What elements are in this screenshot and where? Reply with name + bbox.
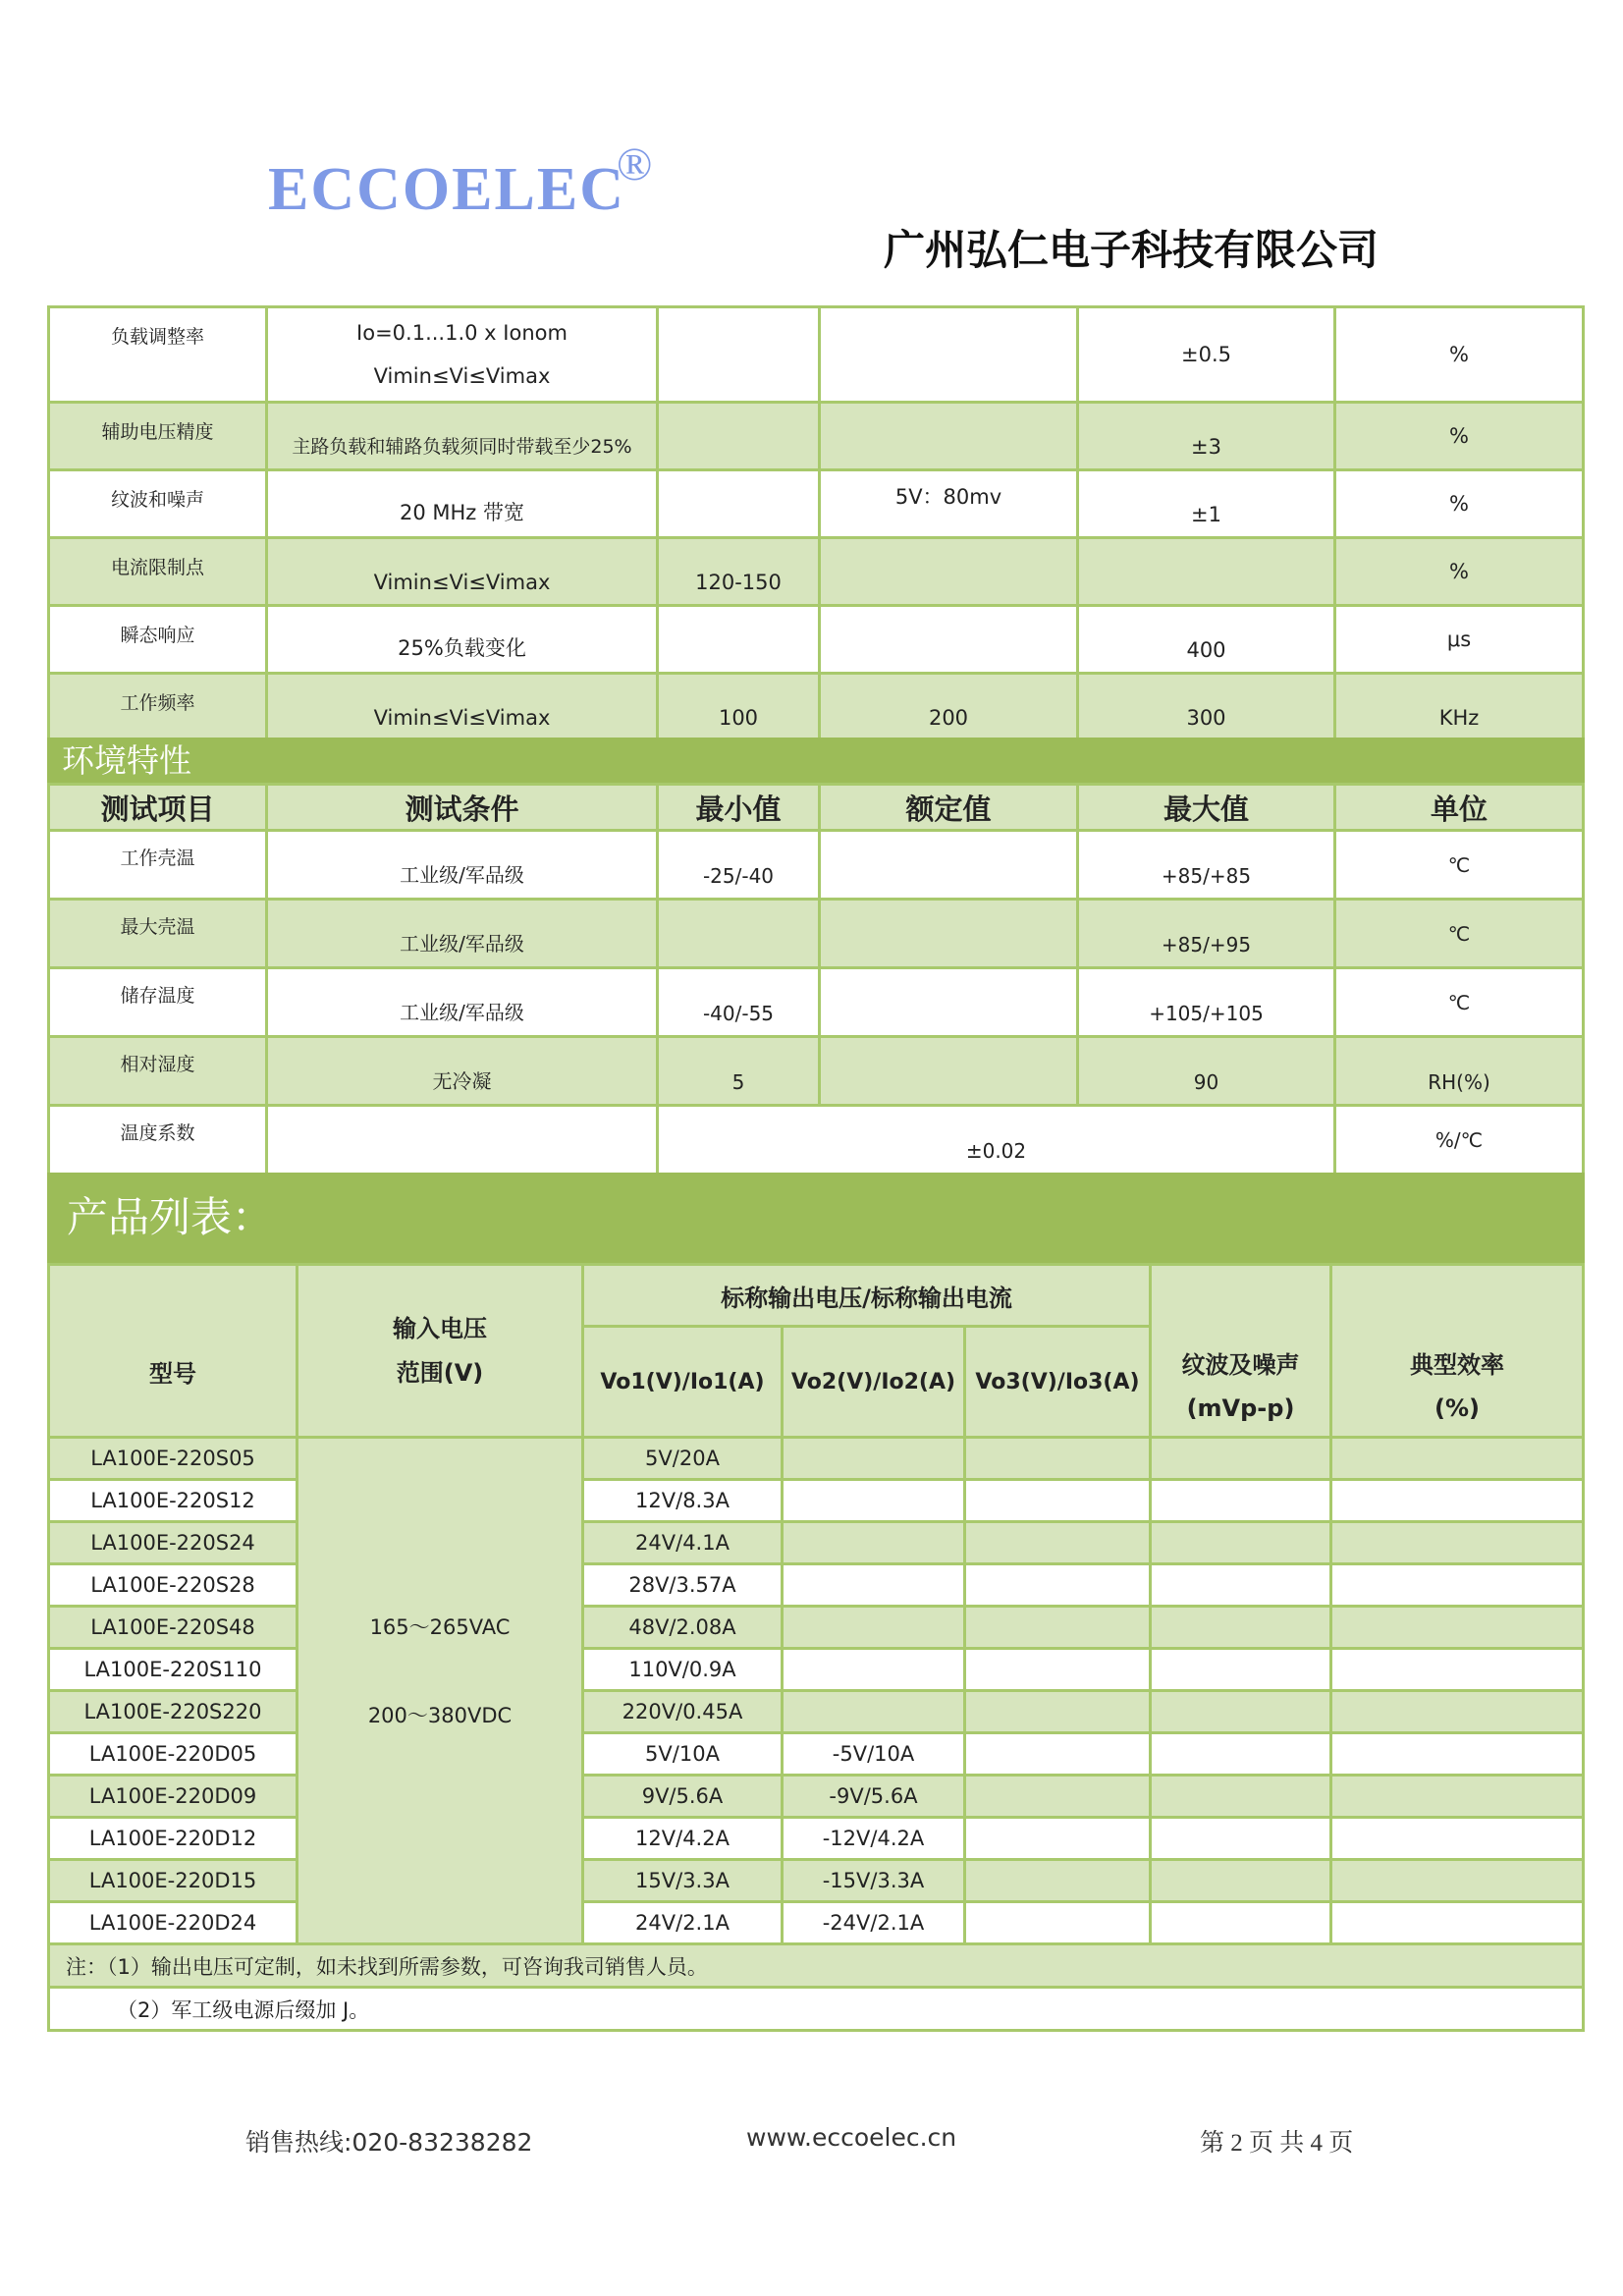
output-group-header: 标称输出电压/标称输出电流 (583, 1265, 1151, 1327)
vo2-cell: -24V/2.1A (783, 1902, 965, 1944)
max-value: ±3 (1078, 403, 1335, 470)
ripple-cell (1151, 1860, 1331, 1902)
model-cell: LA100E-220S12 (49, 1480, 298, 1522)
condition-line: Vimin≤Vi≤Vimax (373, 364, 551, 388)
test-condition (267, 307, 658, 403)
min-value: -40/-55 (658, 968, 820, 1037)
input-voltage-header (298, 1265, 583, 1438)
vo2-header: Vo2(V)/Io2(A) (783, 1327, 965, 1438)
unit: μs (1335, 606, 1584, 674)
row-label: 工作频率 (49, 674, 267, 741)
input-range-ac: 165～265VAC (369, 1614, 511, 1639)
unit: ℃ (1335, 831, 1584, 900)
min-value: -25/-40 (658, 831, 820, 900)
model-cell: LA100E-220D15 (49, 1860, 298, 1902)
product-list-table (47, 1263, 1585, 2032)
product-list-title: 产品列表： (47, 1173, 1585, 1263)
vo2-cell: -12V/4.2A (783, 1818, 965, 1860)
row-label: 相对湿度 (49, 1037, 267, 1106)
header-line: 纹波及噪声 (1181, 1351, 1300, 1379)
unit: %/℃ (1335, 1106, 1584, 1175)
typ-value (820, 968, 1078, 1037)
min-value (658, 606, 820, 674)
vo3-cell (965, 1776, 1151, 1818)
table-row (49, 968, 1584, 1037)
typ-value: 200 (820, 674, 1078, 741)
condition-line: Io=0.1...1.0 x Ionom (356, 321, 568, 345)
table-row (49, 606, 1584, 674)
vo1-cell: 5V/20A (583, 1438, 783, 1480)
table-note-row (49, 1944, 1584, 1988)
table-row (49, 1564, 1584, 1607)
row-label: 电流限制点 (49, 538, 267, 606)
brand-logo: ECCOELEC (268, 156, 625, 223)
header-line: 范围(V) (396, 1358, 484, 1387)
model-header: 型号 (49, 1265, 298, 1438)
vo3-cell (965, 1902, 1151, 1944)
table-row (49, 900, 1584, 968)
typ-value: 5V：80mv (820, 470, 1078, 538)
efficiency-cell (1331, 1691, 1584, 1733)
output-spec-table (47, 305, 1585, 742)
column-header: 最大值 (1078, 785, 1335, 831)
vo2-cell: -15V/3.3A (783, 1860, 965, 1902)
test-condition: 工业级/军品级 (267, 831, 658, 900)
max-value: +105/+105 (1078, 968, 1335, 1037)
table-row (49, 674, 1584, 741)
efficiency-cell (1331, 1522, 1584, 1564)
website-link[interactable]: www.eccoelec.cn (746, 2123, 957, 2152)
model-cell: LA100E-220D05 (49, 1733, 298, 1776)
test-condition (267, 1106, 658, 1175)
min-value: 100 (658, 674, 820, 741)
unit: KHz (1335, 674, 1584, 741)
min-value: 5 (658, 1037, 820, 1106)
vo2-cell (783, 1564, 965, 1607)
typ-value (820, 538, 1078, 606)
efficiency-cell (1331, 1902, 1584, 1944)
typ-value (820, 1037, 1078, 1106)
table-row (49, 1902, 1584, 1944)
min-value: 120-150 (658, 538, 820, 606)
vo1-cell: 48V/2.08A (583, 1607, 783, 1649)
efficiency-cell (1331, 1776, 1584, 1818)
unit: % (1335, 307, 1584, 403)
table-row (49, 1691, 1584, 1733)
ripple-cell (1151, 1649, 1331, 1691)
environment-table (47, 783, 1585, 1175)
vo1-cell: 220V/0.45A (583, 1691, 783, 1733)
header-line: 典型效率 (1410, 1351, 1504, 1379)
unit: RH(%) (1335, 1037, 1584, 1106)
table-row (49, 1438, 1584, 1480)
vo2-cell (783, 1649, 965, 1691)
vo1-cell: 9V/5.6A (583, 1776, 783, 1818)
table-row (49, 470, 1584, 538)
column-header: 测试项目 (49, 785, 267, 831)
efficiency-cell (1331, 1649, 1584, 1691)
input-range-dc: 200～380VDC (367, 1703, 513, 1727)
vo3-cell (965, 1649, 1151, 1691)
vo3-cell (965, 1607, 1151, 1649)
max-value: 90 (1078, 1037, 1335, 1106)
ripple-cell (1151, 1902, 1331, 1944)
ripple-cell (1151, 1691, 1331, 1733)
vo3-cell (965, 1522, 1151, 1564)
ripple-cell (1151, 1564, 1331, 1607)
vo3-header: Vo3(V)/Io3(A) (965, 1327, 1151, 1438)
typ-value (820, 606, 1078, 674)
row-label: 温度系数 (49, 1106, 267, 1175)
vo1-cell: 24V/4.1A (583, 1522, 783, 1564)
table-row (49, 1818, 1584, 1860)
ripple-cell (1151, 1480, 1331, 1522)
vo1-cell: 12V/8.3A (583, 1480, 783, 1522)
note-text: （2）军工级电源后缀加 J。 (49, 1988, 1584, 2031)
unit: % (1335, 538, 1584, 606)
note-text: 注：（1）输出电压可定制，如未找到所需参数，可咨询我司销售人员。 (49, 1944, 1584, 1988)
unit: ℃ (1335, 968, 1584, 1037)
row-label: 储存温度 (49, 968, 267, 1037)
max-value (1078, 538, 1335, 606)
min-value (658, 403, 820, 470)
vo2-cell (783, 1438, 965, 1480)
table-note-row (49, 1988, 1584, 2031)
ripple-cell (1151, 1818, 1331, 1860)
ripple-cell (1151, 1607, 1331, 1649)
vo3-cell (965, 1860, 1151, 1902)
row-label: 最大壳温 (49, 900, 267, 968)
table-header-row (49, 785, 1584, 831)
model-cell: LA100E-220D09 (49, 1776, 298, 1818)
efficiency-cell (1331, 1480, 1584, 1522)
page-number: 第 2 页 共 4 页 (1200, 2130, 1354, 2157)
row-label: 瞬态响应 (49, 606, 267, 674)
vo1-cell: 28V/3.57A (583, 1564, 783, 1607)
efficiency-cell (1331, 1438, 1584, 1480)
typ-value (820, 307, 1078, 403)
column-header: 额定值 (820, 785, 1078, 831)
efficiency-cell (1331, 1607, 1584, 1649)
model-cell: LA100E-220D24 (49, 1902, 298, 1944)
ripple-cell (1151, 1733, 1331, 1776)
table-row (49, 538, 1584, 606)
model-cell: LA100E-220S28 (49, 1564, 298, 1607)
table-row (49, 1860, 1584, 1902)
table-row (49, 403, 1584, 470)
vo1-cell: 5V/10A (583, 1733, 783, 1776)
vo1-cell: 15V/3.3A (583, 1860, 783, 1902)
model-cell: LA100E-220S24 (49, 1522, 298, 1564)
ripple-cell (1151, 1438, 1331, 1480)
min-value (658, 470, 820, 538)
table-row (49, 831, 1584, 900)
max-value: 300 (1078, 674, 1335, 741)
max-value: 400 (1078, 606, 1335, 674)
table-header-row (49, 1265, 1584, 1327)
vo2-cell (783, 1522, 965, 1564)
test-condition: 工业级/军品级 (267, 968, 658, 1037)
ripple-cell (1151, 1776, 1331, 1818)
row-label: 纹波和噪声 (49, 470, 267, 538)
vo1-cell: 24V/2.1A (583, 1902, 783, 1944)
table-row (49, 1106, 1584, 1175)
table-row (49, 1522, 1584, 1564)
unit: % (1335, 470, 1584, 538)
vo1-header: Vo1(V)/Io1(A) (583, 1327, 783, 1438)
column-header: 单位 (1335, 785, 1584, 831)
coefficient-value: ±0.02 (658, 1106, 1335, 1175)
header-line: 输入电压 (393, 1314, 487, 1342)
company-name: 广州弘仁电子科技有限公司 (884, 226, 1380, 274)
unit: ℃ (1335, 900, 1584, 968)
test-condition: 20 MHz 带宽 (267, 470, 658, 538)
table-row (49, 1480, 1584, 1522)
model-cell: LA100E-220S110 (49, 1649, 298, 1691)
max-value: +85/+85 (1078, 831, 1335, 900)
table-row (49, 1037, 1584, 1106)
model-cell: LA100E-220S05 (49, 1438, 298, 1480)
max-value: ±1 (1078, 470, 1335, 538)
efficiency-cell (1331, 1860, 1584, 1902)
sales-hotline: 销售热线:020-83238282 (245, 2128, 533, 2157)
vo2-cell: -9V/5.6A (783, 1776, 965, 1818)
row-label: 辅助电压精度 (49, 403, 267, 470)
vo3-cell (965, 1818, 1151, 1860)
typ-value (820, 900, 1078, 968)
efficiency-cell (1331, 1564, 1584, 1607)
test-condition: 25%负载变化 (267, 606, 658, 674)
max-value: ±0.5 (1078, 307, 1335, 403)
test-condition: Vimin≤Vi≤Vimax (267, 674, 658, 741)
input-range-cell (298, 1438, 583, 1944)
unit: % (1335, 403, 1584, 470)
min-value (658, 307, 820, 403)
table-row (49, 1733, 1584, 1776)
column-header: 最小值 (658, 785, 820, 831)
row-label: 负载调整率 (49, 307, 267, 403)
efficiency-cell (1331, 1818, 1584, 1860)
ripple-header (1151, 1265, 1331, 1438)
vo1-cell: 110V/0.9A (583, 1649, 783, 1691)
table-row (49, 307, 1584, 403)
test-condition: 无冷凝 (267, 1037, 658, 1106)
vo2-cell (783, 1480, 965, 1522)
vo2-cell (783, 1607, 965, 1649)
header-line: (%) (1434, 1394, 1480, 1422)
typ-value (820, 831, 1078, 900)
environment-section-title: 环境特性 (47, 738, 1585, 783)
vo3-cell (965, 1438, 1151, 1480)
vo1-cell: 12V/4.2A (583, 1818, 783, 1860)
vo3-cell (965, 1733, 1151, 1776)
vo3-cell (965, 1480, 1151, 1522)
min-value (658, 900, 820, 968)
ripple-cell (1151, 1522, 1331, 1564)
model-cell: LA100E-220S220 (49, 1691, 298, 1733)
model-cell: LA100E-220D12 (49, 1818, 298, 1860)
header-line: (mVp-p) (1186, 1394, 1295, 1422)
vo2-cell (783, 1691, 965, 1733)
vo2-cell: -5V/10A (783, 1733, 965, 1776)
typ-value (820, 403, 1078, 470)
column-header: 测试条件 (267, 785, 658, 831)
efficiency-header (1331, 1265, 1584, 1438)
test-condition: 主路负载和辅路负载须同时带载至少25% (267, 403, 658, 470)
max-value: +85/+95 (1078, 900, 1335, 968)
efficiency-cell (1331, 1733, 1584, 1776)
table-row (49, 1607, 1584, 1649)
table-row (49, 1649, 1584, 1691)
model-cell: LA100E-220S48 (49, 1607, 298, 1649)
test-condition: 工业级/军品级 (267, 900, 658, 968)
vo3-cell (965, 1691, 1151, 1733)
table-row (49, 1776, 1584, 1818)
vo3-cell (965, 1564, 1151, 1607)
test-condition: Vimin≤Vi≤Vimax (267, 538, 658, 606)
registered-mark: ® (617, 138, 653, 191)
row-label: 工作壳温 (49, 831, 267, 900)
